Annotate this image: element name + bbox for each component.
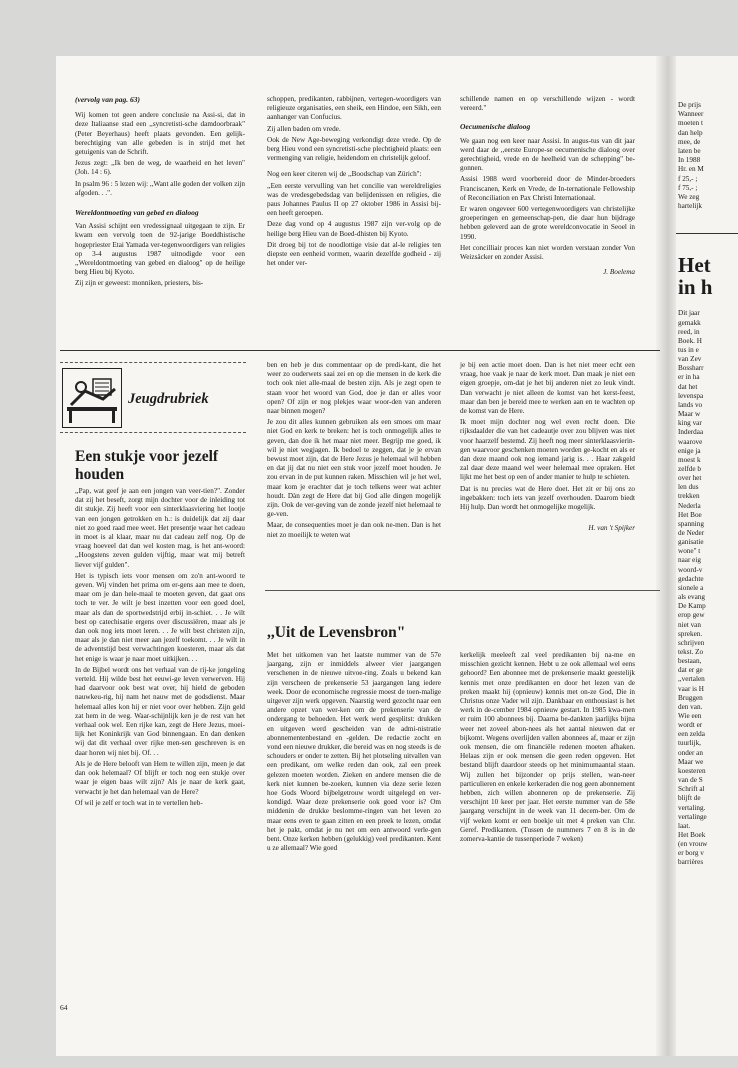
section-divider — [265, 590, 660, 591]
next-page-line: lands vo — [678, 400, 703, 409]
next-page-line: In 1988 — [678, 156, 701, 165]
paragraph: Zij zijn er geweest: monniken, priesters, bis- — [75, 279, 204, 288]
paragraph: je bij een actie moet doen. Dan is het niet meer echt een vraag, hoe vaak je naar de kerk moet. Dan maak je niet een eigen groepje, om-dat je het bij anderen niet zo leuk vindt. Dan verwacht je niet alleen de komst van het kerst-feest, maar dan ben je bereid mee te werken aan en te wachten op de komst van de Here. — [460, 361, 635, 416]
next-page-line: wone" t — [678, 547, 701, 556]
next-page-line: er in ha — [678, 373, 700, 382]
next-page-line: De Kamp — [678, 602, 706, 611]
next-page-line: gemakk — [678, 318, 701, 327]
paragraph: Assisi 1988 werd voorbereid door de Minder-broeders Franciscanen, Kerk en Vrede, de In-ternationale Fellowship of Reconciliation en Pax Christi Internationaal. — [460, 175, 635, 202]
next-page-line: Het Boe — [678, 510, 702, 519]
top-column-3 — [460, 95, 635, 277]
next-page-line: ,,vertalen — [678, 675, 705, 684]
continued-note: (vervolg van pag. 63) — [75, 95, 140, 104]
next-page-line: dat het — [678, 382, 698, 391]
next-page-line: hartelijk — [678, 202, 702, 211]
next-page-line: er borg v — [678, 849, 704, 858]
paragraph: Van Assisi schijnt een vredessignaal uitgegaan te zijn. Er kwam een vervolg toen de 92-jarige Boeddhistische hogepriester Etai Yamada ver-tegenwoordigers van religies op 3-4 augustus 1987 uitnodigde voor een ,,Wereldontmoeting van gebed en dialoog" op de heilige berg Hieu bij Kyoto. — [75, 222, 245, 277]
author-signature: J. Boelema — [603, 268, 635, 277]
next-page-line: Het Boek — [678, 830, 706, 839]
next-page-line: Bossharr — [678, 364, 704, 373]
paragraph: Zij allen baden om vrede. — [267, 124, 341, 133]
next-page-line: barrières — [678, 858, 704, 867]
section-heading: Oecumenische dialoog — [460, 122, 531, 132]
author-signature: H. van 't Spijker — [588, 524, 635, 533]
article-title: ,,Uit de Levensbron" — [267, 624, 406, 641]
jeugd-column-3 — [460, 361, 635, 533]
article-title — [75, 448, 218, 484]
next-page-line: spreken. — [678, 629, 703, 638]
next-page-line: de Neder — [678, 529, 705, 537]
title-line: Een stukje voor jezelf — [75, 448, 219, 465]
next-page-line: Wie een — [678, 712, 702, 720]
next-page-line: De prijs — [678, 101, 701, 109]
rubric-top-border — [60, 362, 246, 363]
next-page-line: mee, de — [678, 137, 701, 146]
paragraph: Maar, de consequenties moet je dan ook ne-men. Dan is het niet zo moeilijk te weten wat — [267, 521, 441, 539]
next-page-line: naar eig — [678, 556, 701, 565]
paragraph: Of wil je zelf er toch wat in te vertellen heb- — [75, 798, 203, 807]
next-page-line: van Zev — [678, 355, 702, 364]
top-column-1 — [75, 95, 245, 291]
next-page-rule — [676, 233, 738, 234]
next-page-line: ganisatie — [678, 538, 704, 547]
next-page-line: erop gew — [678, 611, 705, 620]
next-page-line: als evang — [678, 593, 705, 602]
top-column-2 — [267, 95, 441, 270]
paragraph: Jezus zegt: ,,Ik ben de weg, de waarheid en het leven" (Joh. 14 : 6). — [75, 159, 245, 177]
paragraph: Wij komen tot geen andere conclusie na Assi-si, dat in deze Italiaanse stad een ,,syncretisti-sche damdoorbraak" (Peter Beyerhaus) heeft plaats gevonden. Een gelijk-berechtiging van alle gebeden is in strijd met het getuigenis van de Schrift. — [75, 111, 245, 157]
next-page-line: levenspa — [678, 391, 704, 400]
next-page-edge — [676, 56, 738, 1056]
next-page-line: king var — [678, 419, 702, 428]
next-page-line: We zeg — [678, 193, 700, 201]
next-page-line: len dus — [678, 483, 699, 492]
next-page-line: vertaling. — [678, 803, 706, 812]
paragraph: Dat is nu precies wat de Here doet. Het zit er bij ons zo ingebakken: toch iets van jezelf overhouden. Daarom biedt Hij hulp. Dan wordt het onmogelijke mogelijk. — [460, 484, 635, 512]
rubric-bottom-border — [60, 432, 246, 433]
next-page-line: gedachte — [678, 574, 704, 583]
paragraph: Ik moet mijn dochter nog wel even recht doen. Die rijksdaalder die van het cadeautje over zou blijven was niet voor haarzelf bestemd. Zij heeft nog meer sinterklaasvierin-gen waarvoor geschenken moeten worden ge-kocht en als er dan deze maand ook nog iemand jarig is. . . Haar zakgeld zal daar deze maand wel weer helemaal mee opraken. Het lijkt me het best op een of ander manier te hulp te schieten. — [460, 418, 635, 482]
next-page-line: wordt er — [678, 721, 703, 730]
paragraph: ben en heb je dus commentaar op de predi-kant, die het weer zo ouderwets saai zei en op die mensen in de kerk die toch ook niet alle-maal de besten zijn. Als je zegt open te staan voor het woord van God, doe je dan er alles voor open? Of zijn er nog plekjes waar woor-den van anderen naar binnen mogen? — [267, 361, 441, 416]
next-page-line: niet van — [678, 620, 701, 629]
paragraph: ,,Een eerste vervulling van het concilie van wereldreligies was de vredesgebedsdag van belijdenissen en religies, die paus Johannes Paulus II op 27 oktober 1986 in Assisi bij-een heeft geroepen. — [267, 181, 441, 218]
next-page-line: spanning — [678, 519, 704, 528]
paragraph: Als je de Here belooft van Hem te willen zijn, meen je dat dan ook helemaal? Of blijft er toch nog een stukje over waar je eigen baas wilt zijn? Als je naar de kerk gaat, verwacht je het dan helemaal van de Here? — [75, 759, 245, 796]
next-page-line: waarove — [678, 437, 703, 446]
next-page-line: over het — [678, 474, 702, 483]
levensbron-column-2 — [460, 651, 635, 846]
next-page-line: Boek. H — [678, 336, 702, 345]
next-page-line: laat. — [678, 821, 691, 830]
next-page-line: zelfde b — [678, 464, 701, 473]
paragraph: ,,Pap, wat geef je aan een jongen van veer-tien?". Zonder dat zij het beseft, zorgt mijn dochter voor de inleiding tot dit stukje. Zij heeft voor een sinterklaasviering het lootje van een jongen getrokken en h.: is duidelijk dat zij daar niet zo goed raad mee weet. Het presentje waar het cadeau in moet is al klaar, maar nu dat cadeau zelf nog. Op de vraag hoeveel dat dan wel kosten mag, is het ant-woord: ,,Hoogstens zeven gulden vijftig, maar wat mij betreft liever vijf gulden". — [75, 487, 245, 569]
next-page-line: laten be — [678, 147, 701, 155]
next-page-line: moeten t — [678, 119, 703, 128]
next-page-line: Hr. en M — [678, 165, 704, 174]
paragraph: kerkelijk meeleeft zal veel predikanten bij na-me en misschien gezicht kennen. Hebt u ze ook allemaal wel eens gehoord? Een abonnee met de prekenserie maakt geestelijk kennis met onze predikanten en door het lezen van de preken maakt hij (opnieuw) kennis met on-ze God, Die in Christus onze Vader wil zijn. Dankbaar en enthousiast is het werk in de-cember 1984 opnieuw gestart. In 1985 kwa-men er ruim 100 abonnees bij. Daarna be-dankten jaarlijks bijna weer net zoveel abon-nees als het aantal nieuwen dat er bijkomt. Wegens overlijden vallen abonnees af, maar er zijn ook mensen, die om financiële redenen moeten afhaken. Helaas zijn er ook mensen die geen reden opgeven. Het bestand blijft daardoor steeds op het minimumaantal staan. Wij zullen het bijzonder op prijs stellen, wan-neer particulieren en enkele kerkeraden die nog geen abonnement hebben, zich willen abonneren op de prekenserie. Zij verschijnt 10 keer per jaar. Het eerste nummer van de 58e jaargang verschijnt in de week van 11 decem-ber. Om de vijf weken komt er een boekje uit met 4 preken van Chr. Geref. Predikanten. (Tussen de nummers 7 en 8 is in de zomerva-kantie de tussenperiode 7 weken) — [460, 651, 635, 844]
next-page-line: sionele a — [678, 583, 704, 592]
paragraph: Deze dag vond op 4 augustus 1987 zijn ver-volg op de heilige berg Hieu van de Boed-dhisten bij Kyoto. — [267, 220, 441, 238]
next-page-line: Maar w — [678, 410, 701, 419]
paragraph: Het concilliair proces kan niet worden verstaan zonder Von Weizsäcker en zonder Assisi. — [460, 243, 635, 262]
rubric-logo-illustration — [62, 368, 122, 428]
next-page-line: dat er ge — [678, 666, 703, 675]
paragraph: In de Bijbel wordt ons het verhaal van de rij-ke jongeling verteld. Hij wilde best het eeuwi-ge leven verwerven. Hij had daarvoor ook best wat over, hij hield de geboden nauwkeu-rig, hij nam het nauw met de godsdienst. Maar helemaal alles kon hij er niet voor over hebben. Zijn geld zat hem in de weg. Waar-schijnlijk ken je de rest van het verhaal ook wel. Een rijke kan, zegt de Here Jezus, moei-lijk het Koninkrijk van God binnengaan. En dan denken wij dat dit verhaal over rijke men-sen geschreven is en daar horen wij niet bij. Of. . . — [75, 665, 245, 757]
next-page-line: f 25,- ; — [678, 174, 698, 183]
paragraph: Dit droeg bij tot de noodlottige visie dat al-le religies ten diepste een eenheid vormen, waarin dezelfde godheid - zij het onder ver- — [267, 240, 441, 268]
next-page-line: Inderdaa — [678, 428, 704, 437]
page-number: 64 — [60, 1003, 68, 1012]
next-page-line: tus in e — [678, 346, 699, 354]
next-page-line: dan help — [678, 128, 703, 137]
next-page-line: tuurlijk, — [678, 739, 701, 748]
levensbron-column-1 — [267, 651, 441, 855]
next-page-line: tekst. Zo — [678, 647, 704, 656]
next-page-line: enige ja — [678, 446, 701, 455]
next-page-line: den van. — [678, 702, 703, 711]
next-page-line: van de S — [678, 776, 703, 785]
next-page-line: reed, in — [678, 327, 700, 336]
next-page-line: een zelda — [678, 730, 705, 739]
paragraph: In psalm 96 : 5 lezen wij: ,,Want alle goden der volken zijn afgoden. . .". — [75, 179, 245, 197]
next-page-line: bestaan, — [678, 657, 702, 666]
next-page-line: Nederla — [678, 501, 701, 510]
paragraph: Ook de New Age-beweging verkondigt deze vrede. Op de berg Hieu vond een syncretisti-sche plechtigheid plaats: een vermenging van religie, heidendom en christelijk geloof. — [267, 135, 441, 163]
next-page-title: Het — [678, 253, 711, 278]
next-page-line: vertalinge — [678, 812, 707, 821]
next-page-line: schrijven — [678, 638, 705, 647]
paragraph: schoppen, predikanten, rabbijnen, vertegen-woordigers van religieuze organisaties, een sheik, een Hindoe, een Sikh, een aanhanger van Confucius. — [267, 95, 441, 122]
next-page-line: woord-v — [678, 565, 703, 574]
next-page-line: Schrift al — [678, 785, 705, 794]
next-page-line: moest k — [678, 455, 701, 464]
next-page-line: (en vrouw — [678, 840, 708, 849]
next-page-line: onder an — [678, 748, 703, 757]
next-page-line: Dit jaar — [678, 309, 700, 318]
next-page-title: in h — [678, 275, 713, 300]
next-page-line: Bruggen — [678, 693, 703, 702]
paragraph: schillende namen en op verschillende wijzen - wordt vereerd." — [460, 95, 635, 113]
reading-figure-icon — [63, 369, 121, 427]
paragraph: We gaan nog een keer naar Assisi. In augus-tus van dit jaar werd daar de ,,eerste Europe-se oecumenische dialoog over gerechtigheid, vrede en de heelheid van de schepping" be-gonnen. — [460, 136, 635, 173]
paragraph: Je zou dit alles kunnen gebruiken als een smoes om maar niet God en kerk te breken: het is toch onmogelijk alles te geven, dan doe ik het maar niet meer. Begrijp me goed, ik wil je niet wegjagen. Ik bedoel te zeggen, dat je je ervan bewust moet zijn, dat de Here Jezus je helemaal wil hebben en dat jij dat nu niet een stuk voor jezelf moet houden. Je zou ervan in de put kunnen raken. Misschien wil je het wel, maar kom je erachter dat je toch telkens weer wat achter houdt. Dàn zegt de Here dat bij God alle dingen mogelijk zijn. Ook de ver-geving van de zonde jezelf niet helemaal te ge-ven. — [267, 418, 441, 519]
jeugd-column-1 — [75, 487, 245, 810]
paragraph: Nog een keer citeren wij de ,,Boodschap van Zürich": — [267, 170, 422, 179]
next-page-line: Wanneer — [678, 110, 704, 119]
section-heading: Wereldontmoeting van gebed en dialoog — [75, 208, 199, 218]
next-page-line: koesteren — [678, 766, 706, 775]
paragraph: Met het uitkomen van het laatste nummer van de 57e jaargang, zijn er inmiddels alweer vier jaargangen verschenen in de nieuwe uitvoe-ring. Zoals u bekend kan zijn verscheen de prekenserie 53 jaargangen lang iedere week. Door de economische regressie moest de toen-malige uitgever zijn werk opgeven. Naarstig werd gezocht naar een andere opzet van wer-ken om de prekenserie van de ondergang te behoeden. Het werk werd gesplitst: drukken en uitgeven werd gescheiden van de admi-nistratie abonnementenbestand en -gelden. De redactie zocht en vond een nieuwe drukker, die bereid was en nog steeds is de schouders er onder te zetten. Bij het plotseling uitvallen van een predikant, om welke reden dan ook, zal een preek gelezen moeten worden. Zieken en andere mensen die de kerk niet kunnen be-zoeken, kunnen via deze serie lezen hoe Gods Woord bijbelgetrouw wordt uitgelegd en ver-kondigd. Waar deze prekenserie ook goed voor is? Om middenin de drukke beslomme-ringen van het leven zo maar eens even te gaan zitten en een preek te lezen, omdat het je pakt, omdat je nu net om een antwoord verle-gen bent. Onze kerken hebben (gelukkig) veel predikanten. Kent u ze allemaal? Wie goed — [267, 651, 441, 853]
next-page-line: trekken — [678, 492, 700, 501]
next-page-line: blijft de — [678, 794, 701, 803]
next-page-line: f 75,- ; — [678, 183, 698, 192]
rubric-name: Jeugdrubriek — [128, 391, 209, 407]
section-divider — [60, 350, 660, 351]
page-binding — [656, 56, 676, 1056]
paragraph: Er waren ongeveer 600 vertegenwoordigers van christelijke groeperingen en gemeenschap-pen, die daar hun bijdrage hebben geleverd aan de grote wereldconvocatie in Seoel in 1990. — [460, 205, 635, 241]
next-page-line: Maar we — [678, 757, 704, 766]
title-line: houden — [75, 466, 125, 483]
jeugd-column-2 — [267, 361, 441, 542]
paragraph: Het is typisch iets voor mensen om zo'n ant-woord te geven. Wij vinden het prima om er-gens aan mee te doen, maar om je dan hele-maal te moeten geven, dat gaat ons toch te ver. Je wilt je best inzetten voor een goed doel, maar als dan de sportwedstrijd erbij in-schiet. . . Je wilt best op catechisatie ergens over discussiëren, maar als je dan ook nog iets moet leren. . . Je wilt best christen zijn, maar als je dan niet meer aan jezelf toekomt. . . Je wilt in de adventstijd best verwachtingen koesteren, maar als dat het enige is waar je naar moet uitkijken. . . — [75, 571, 245, 663]
next-page-line: vaar is H — [678, 684, 704, 693]
